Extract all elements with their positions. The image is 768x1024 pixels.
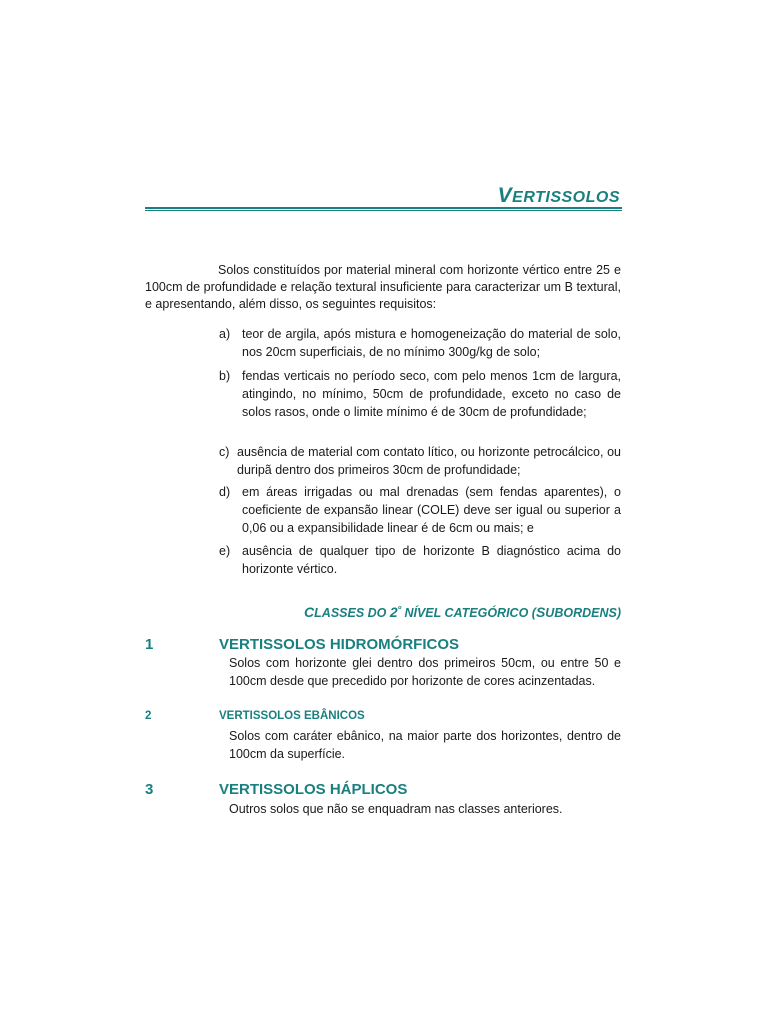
title-rule-thin: [145, 210, 622, 211]
requirement-marker: a): [219, 327, 231, 341]
class-number: 1: [145, 636, 154, 653]
requirement-text: ausência de material com contato lítico, ou horizonte petrocálcico, ou duripã dentro dos primeiros 30cm de profundidade;: [237, 445, 621, 477]
requirement-marker: d): [219, 485, 231, 499]
subheading-text: NÍVEL CATEGÓRICO (: [400, 606, 536, 621]
class-title: VERTISSOLOS HÁPLICOS: [219, 781, 408, 798]
subheading-number: 2: [389, 604, 398, 621]
requirement-marker: b): [219, 369, 231, 383]
class-description: Solos com horizonte glei dentro dos primeiros 50cm, ou entre 50 e 100cm desde que precedido por horizonte de cores acinzentadas.: [229, 656, 621, 688]
requirement-item: [219, 367, 621, 421]
class-description: Solos com caráter ebânico, na maior parte dos horizontes, dentro de 100cm da superfície.: [229, 729, 621, 761]
class-number: 3: [145, 781, 154, 798]
subheading-text: LASSES DO: [314, 606, 390, 621]
class-number: 2: [145, 710, 152, 722]
subheading-text: UBORDENS): [545, 606, 621, 621]
class-title: VERTISSOLOS EBÂNICOS: [219, 710, 365, 722]
requirement-item: [219, 542, 621, 578]
requirement-text: em áreas irrigadas ou mal drenadas (sem fendas aparentes), o coeficiente de expansão linear (COLE) deve ser igual ou superior a 0,06 ou a expansibilidade linear é de 6cm ou mais; e: [242, 485, 621, 535]
subheading-initial: S: [535, 604, 546, 621]
title-rule-thick: [145, 207, 622, 209]
requirement-item: [219, 483, 621, 537]
requirement-item: [219, 325, 621, 361]
class-title: VERTISSOLOS HIDROMÓRFICOS: [219, 636, 460, 653]
page-title: [400, 184, 620, 208]
title-rest: ERTISSOLOS: [512, 189, 620, 206]
subheading-initial: C: [304, 604, 315, 621]
class-description: Outros solos que não se enquadram nas classes anteriores.: [229, 802, 563, 816]
title-initial: V: [497, 184, 513, 207]
requirement-item: [219, 443, 621, 479]
requirement-text: ausência de qualquer tipo de horizonte B diagnóstico acima do horizonte vértico.: [242, 544, 621, 576]
requirement-marker: c): [219, 445, 230, 459]
subheading-ordinal: º: [397, 604, 401, 614]
requirement-text: teor de argila, após mistura e homogeneização do material de solo, nos 20cm superficiais, de no mínimo 300g/kg de solo;: [242, 327, 621, 359]
subheading: [290, 604, 621, 620]
requirement-text: fendas verticais no período seco, com pelo menos 1cm de largura, atingindo, no mínimo, 50cm de profundidade, exceto no caso de solos rasos, onde o limite mínimo é de 30cm de profundidade;: [242, 369, 621, 419]
intro-paragraph: Solos constituídos por material mineral com horizonte vértico entre 25 e 100cm de profundidade e relação textural insuficiente para caracterizar um B textural, e apresentando, além disso, os seguintes requisitos:: [145, 263, 621, 311]
requirement-marker: e): [219, 544, 231, 558]
